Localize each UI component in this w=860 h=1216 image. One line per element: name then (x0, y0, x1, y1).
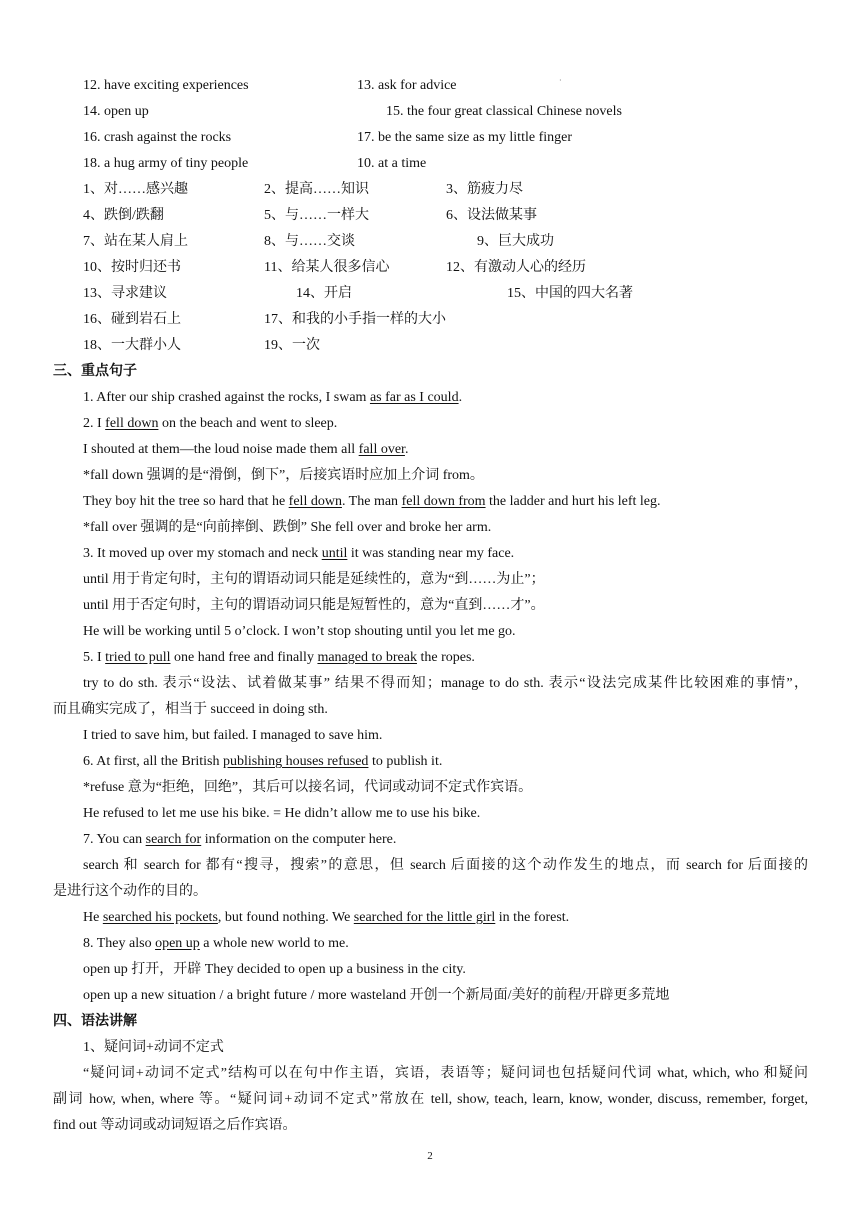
sentence-3: 3. It moved up over my stomach and neck until it was standing near my face. (83, 546, 515, 561)
phrase-13: 13. ask for advice (357, 78, 457, 93)
note-until-negative: until 用于否定句时，主句的谓语动词只能是短暂性的，意为“直到……才”。 (83, 598, 545, 613)
note-fall-down: *fall down 强调的是“滑倒，倒下”，后接宾语时应加上介词 from。 (83, 468, 484, 483)
example-open-up: open up a new situation / a bright future / more wasteland 开创一个新局面/美好的前程/开辟更多荒地 (83, 988, 670, 1003)
phrase-12: 12. have exciting experiences (83, 78, 249, 93)
cn-phrase: 4、跌倒/跌翻 (83, 208, 164, 223)
sentence-2-example: I shouted at them—the loud noise made them all fall over. (83, 442, 409, 457)
example-search: He searched his pockets, but found nothing. We searched for the little girl in the forest. (83, 910, 570, 925)
sentence-5: 5. I tried to pull one hand free and finally managed to break the ropes. (83, 650, 475, 665)
grammar-text-cont: 副词 how, when, where 等。“疑问词+动词不定式”常放在 tell, show, teach, learn, know, wonder, discuss, remember, forget, (53, 1092, 808, 1107)
sentence-2: 2. I fell down on the beach and went to sleep. (83, 416, 338, 431)
sentence-8: 8. They also open up a whole new world to me. (83, 936, 349, 951)
phrase-16: 16. crash against the rocks (83, 130, 232, 145)
cn-phrase: 11、给某人很多信心 (264, 260, 390, 275)
note-search: search 和 search for 都有“搜寻，搜索”的意思，但 search 后面接的这个动作发生的地点，而 search for 后面接的 (83, 858, 808, 873)
phrase-10: 10. at a time (357, 156, 427, 171)
example-refuse: He refused to let me use his bike. = He didn’t allow me to use his bike. (83, 806, 481, 821)
note-fall-over: *fall over 强调的是“向前摔倒、跌倒” She fell over and broke her arm. (83, 520, 492, 535)
cn-phrase: 9、巨大成功 (477, 234, 554, 249)
cn-phrase: 19、一次 (264, 338, 320, 353)
cn-phrase: 12、有激动人心的经历 (446, 260, 586, 275)
cn-phrase: 3、筋疲力尽 (446, 182, 523, 197)
sentence-7: 7. You can search for information on the computer here. (83, 832, 397, 847)
cn-phrase: 2、提高……知识 (264, 182, 369, 197)
example-until: He will be working until 5 o’clock. I won’t stop shouting until you let me go. (83, 624, 516, 639)
note-try-manage-cont: 而且确实完成了，相当于 succeed in doing sth. (53, 702, 328, 717)
note-until-affirmative: until 用于肯定句时，主句的谓语动词只能是延续性的，意为“到……为止”； (83, 572, 545, 587)
phrase-17: 17. be the same size as my little finger (357, 130, 572, 145)
cn-phrase: 5、与……一样大 (264, 208, 369, 223)
section-heading: 四、语法讲解 (53, 1014, 137, 1029)
sentence-1: 1. After our ship crashed against the rocks, I swam as far as I could. (83, 390, 463, 405)
page-number: 2 (427, 1150, 433, 1162)
section-heading: 三、重点句子 (53, 364, 137, 379)
note-try-manage: try to do sth. 表示“设法、试着做某事” 结果不得而知；manage to do sth. 表示“设法完成某件比较困难的事情”， (83, 676, 808, 691)
example-fall-down: They boy hit the tree so hard that he fell down. The man fell down from the ladder and hurt his left leg. (83, 494, 661, 509)
phrase-18: 18. a hug army of tiny people (83, 156, 249, 171)
cn-phrase: 8、与……交谈 (264, 234, 355, 249)
cn-phrase: 7、站在某人肩上 (83, 234, 188, 249)
cn-phrase: 15、中国的四大名著 (507, 286, 633, 301)
cn-phrase: 6、设法做某事 (446, 208, 537, 223)
cn-phrase: 14、开启 (296, 286, 352, 301)
stray-dot: · (559, 76, 562, 85)
note-search-cont: 是进行这个动作的目的。 (53, 884, 207, 899)
example-try-manage: I tried to save him, but failed. I managed to save him. (83, 728, 383, 743)
cn-phrase: 13、寻求建议 (83, 286, 167, 301)
note-open-up: open up 打开，开辟 They decided to open up a business in the city. (83, 962, 466, 977)
note-refuse: *refuse 意为“拒绝，回绝”，其后可以接名词，代词或动词不定式作宾语。 (83, 780, 533, 795)
cn-phrase: 16、碰到岩石上 (83, 312, 181, 327)
sentence-6: 6. At first, all the British publishing houses refused to publish it. (83, 754, 443, 769)
cn-phrase: 10、按时归还书 (83, 260, 181, 275)
phrase-15: 15. the four great classical Chinese novels (386, 104, 622, 119)
cn-phrase: 1、对……感兴趣 (83, 182, 188, 197)
grammar-text-end: find out 等动词或动词短语之后作宾语。 (53, 1118, 297, 1133)
phrase-14: 14. open up (83, 104, 149, 119)
cn-phrase: 17、和我的小手指一样的大小 (264, 312, 446, 327)
grammar-text: “疑问词+动词不定式”结构可以在句中作主语，宾语，表语等；疑问词也包括疑问代词 what, which, who 和疑问 (83, 1066, 808, 1081)
grammar-subheading: 1、疑问词+动词不定式 (83, 1040, 224, 1055)
cn-phrase: 18、一大群小人 (83, 338, 181, 353)
